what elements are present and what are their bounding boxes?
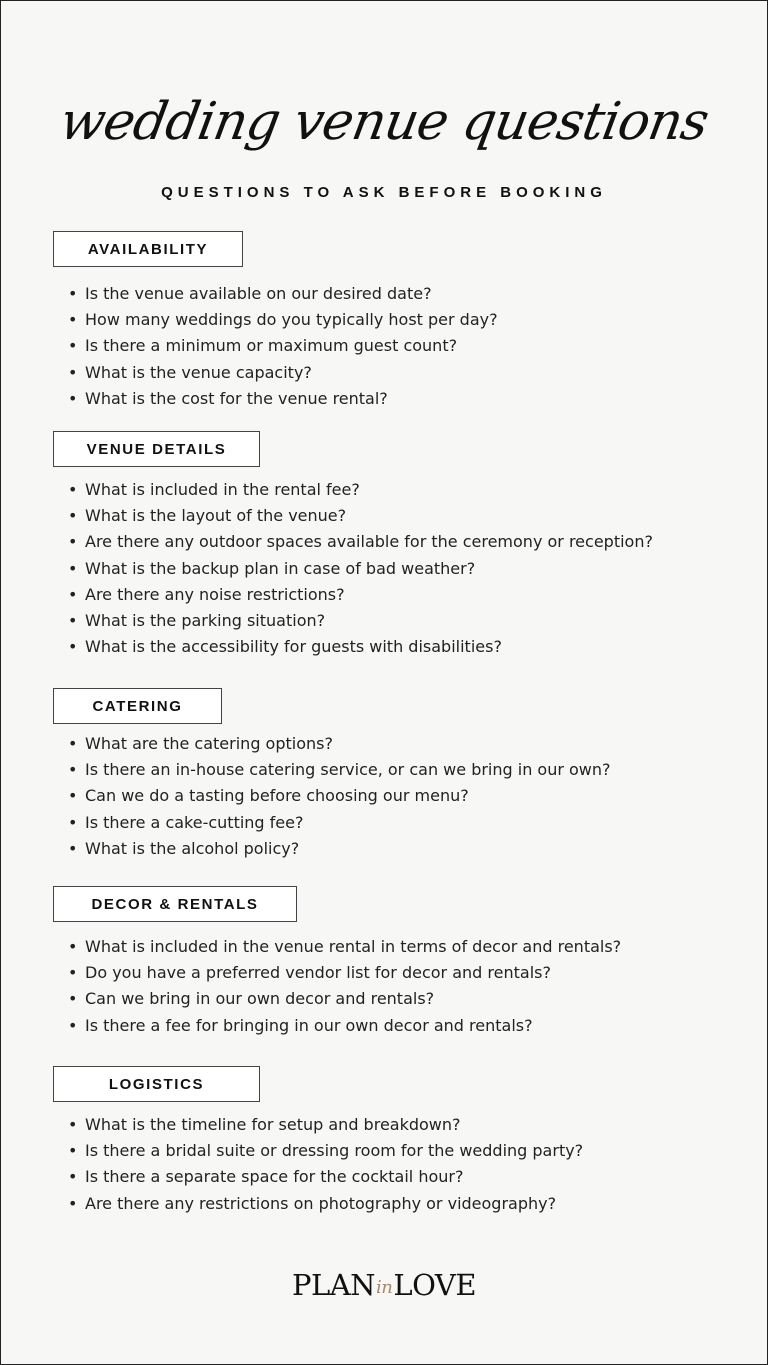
list-item: • What is included in the venue rental in terms of decor and rentals?: [68, 937, 622, 956]
question-list-venue-details: [68, 477, 653, 660]
list-item: • Are there any outdoor spaces available for the ceremony or reception?: [68, 532, 653, 552]
list-item: • What is included in the rental fee?: [68, 480, 360, 499]
list-item: • Is there a minimum or maximum guest count?: [68, 336, 458, 356]
list-item: • Is there a cake-cutting fee?: [68, 812, 304, 832]
section-label-venue-details: VENUE DETAILS: [53, 431, 260, 467]
list-item: • Are there any restrictions on photography or videography?: [68, 1193, 557, 1213]
question-list-logistics: [68, 1112, 583, 1217]
list-item: • Is the venue available on our desired date?: [68, 284, 432, 303]
section-label-decor-rentals: DECOR & RENTALS: [53, 886, 297, 922]
list-item: • Is there a fee for bringing in our own decor and rentals?: [68, 1015, 533, 1035]
list-item: • What is the accessibility for guests with disabilities?: [68, 637, 502, 657]
question-list-catering: [68, 731, 611, 862]
list-item: • Is there a separate space for the cocktail hour?: [68, 1167, 464, 1187]
section-label-availability: AVAILABILITY: [53, 231, 243, 267]
question-list-availability: [68, 281, 498, 412]
section-label-catering: CATERING: [53, 688, 222, 724]
brand-logo-part: PLAN: [291, 1268, 376, 1302]
list-item: • Is there a bridal suite or dressing room for the wedding party?: [68, 1141, 584, 1161]
list-item: • What is the parking situation?: [68, 610, 326, 630]
list-item: • What are the catering options?: [68, 734, 333, 753]
list-item: • Do you have a preferred vendor list for decor and rentals?: [68, 963, 551, 983]
list-item: • Can we do a tasting before choosing our menu?: [68, 786, 469, 806]
question-list-decor-rentals: [68, 934, 621, 1039]
list-item: • What is the venue capacity?: [68, 362, 312, 382]
list-item: • Is there an in-house catering service, or can we bring in our own?: [68, 760, 611, 780]
list-item: • What is the cost for the venue rental?: [68, 388, 388, 408]
brand-logo-part: LOVE: [393, 1268, 477, 1302]
list-item: • What is the timeline for setup and breakdown?: [68, 1115, 461, 1134]
brand-logo-accent: in: [376, 1276, 393, 1298]
list-item: • What is the backup plan in case of bad weather?: [68, 558, 476, 578]
brand-logo: [0, 1268, 768, 1302]
section-label-logistics: LOGISTICS: [53, 1066, 260, 1102]
page-title: wedding venue questions: [55, 92, 713, 152]
list-item: • Can we bring in our own decor and rentals?: [68, 989, 435, 1009]
list-item: • What is the layout of the venue?: [68, 506, 347, 526]
page-subtitle: QUESTIONS TO ASK BEFORE BOOKING: [161, 184, 607, 201]
list-item: • Are there any noise restrictions?: [68, 584, 345, 604]
list-item: • How many weddings do you typically host per day?: [68, 310, 498, 330]
list-item: • What is the alcohol policy?: [68, 838, 300, 858]
